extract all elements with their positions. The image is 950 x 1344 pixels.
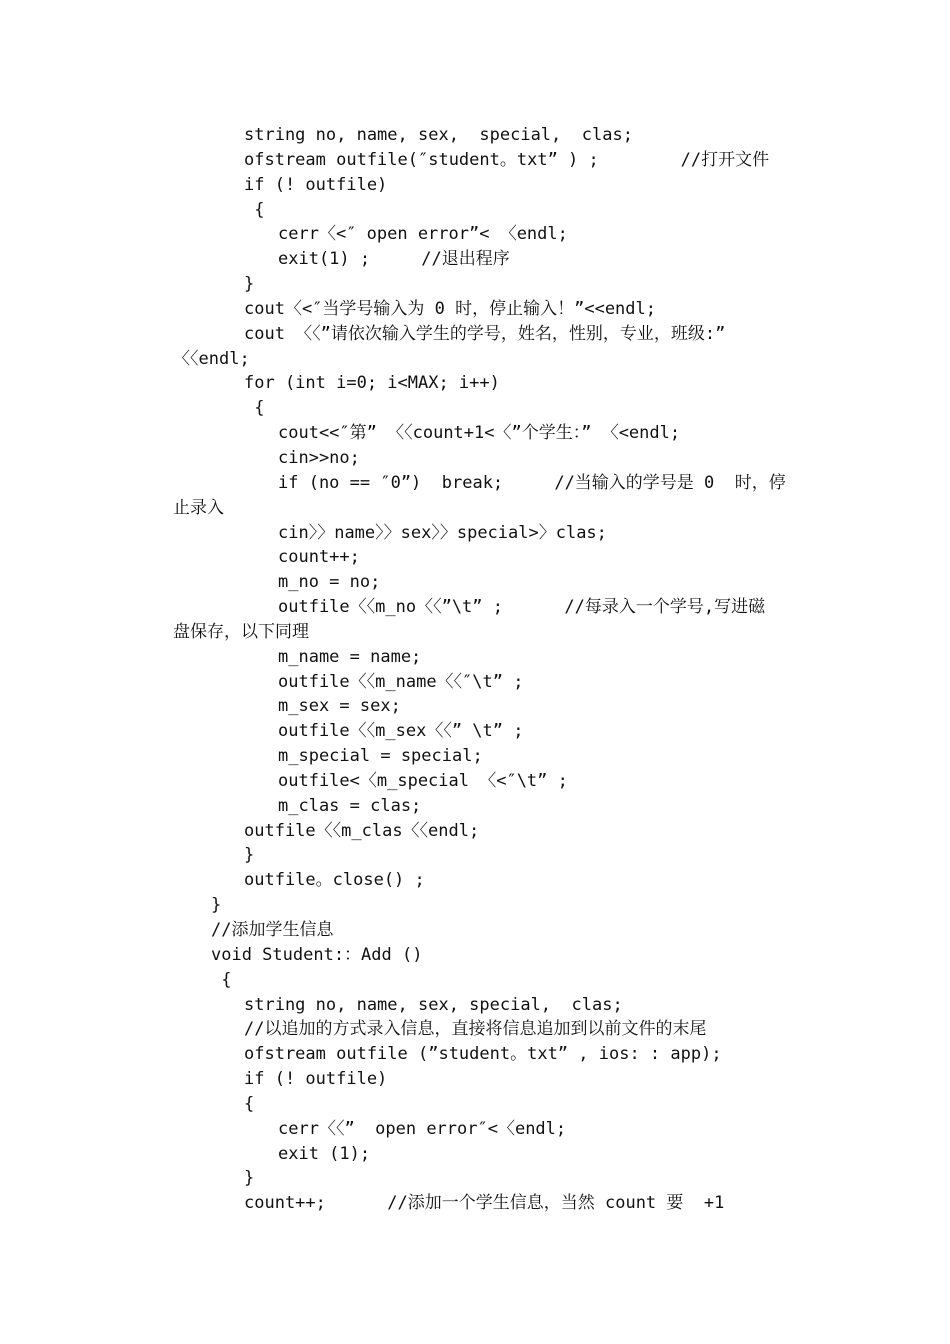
code-line: outfile〈〈m_name〈〈″\t” ;	[278, 671, 524, 692]
code-line: outfile〈〈m_no〈〈”\t” ; //每录入一个学号,写进磁	[278, 597, 766, 618]
code-line: cout 〈〈”请依次输入学生的学号，姓名，性别，专业，班级:”	[244, 323, 726, 344]
code-line: count++; //添加一个学生信息，当然 count 要 +1	[244, 1193, 725, 1214]
code-line: ofstream outfile(″student。txt” ) ; //打开文件	[244, 149, 770, 170]
code-line: void Student:：Add ()	[211, 944, 423, 965]
code-line: //以追加的方式录入信息，直接将信息追加到以前文件的末尾	[244, 1019, 707, 1040]
code-line: cin〉〉name〉〉sex〉〉special>〉clas;	[278, 522, 607, 543]
code-line: {	[211, 969, 232, 990]
code-line: cin>>no;	[278, 447, 360, 468]
code-line: string no, name, sex, special, clas;	[244, 125, 633, 145]
code-line: }	[211, 895, 222, 916]
code-line: {	[244, 398, 265, 419]
code-line: ofstream outfile (”student。txt” , ios: : app);	[244, 1044, 722, 1065]
code-line: }	[244, 274, 255, 295]
code-line: cerr〈<″ open error”< 〈endl;	[278, 224, 568, 245]
code-line: outfile〈〈m_clas〈〈endl;	[244, 820, 480, 841]
code-line: cerr〈〈” open error″<〈endl;	[278, 1118, 567, 1139]
code-line: m_special = special;	[278, 746, 483, 767]
code-line: if (! outfile)	[244, 1069, 388, 1090]
code-line: string no, name, sex, special, clas;	[244, 994, 623, 1015]
code-line: count++;	[278, 547, 360, 568]
code-line: for (int i=0; i<MAX; i++)	[244, 373, 500, 394]
code-line: outfile<〈m_special 〈<″\t” ;	[278, 770, 568, 791]
code-line: //添加学生信息	[211, 920, 334, 940]
code-line: {	[244, 1093, 255, 1114]
code-line: exit(1) ; //退出程序	[278, 249, 510, 270]
code-line: 止录入	[173, 497, 224, 518]
code-line: }	[244, 845, 255, 866]
code-line: if (no == ″0”) break; //当输入的学号是 0 时，停	[278, 472, 786, 493]
code-line: cout<<″第” 〈〈count+1<〈”个学生：” 〈<endl;	[278, 423, 681, 444]
code-line: 〈〈endl;	[173, 348, 250, 369]
code-line: m_no = no;	[278, 572, 381, 593]
code-line: outfile〈〈m_sex〈〈” \t” ;	[278, 721, 524, 742]
code-line: cout〈<″当学号输入为 0 时，停止输入！”<<endl;	[244, 298, 656, 319]
code-listing	[0, 123, 950, 1216]
code-line: m_name = name;	[278, 646, 422, 667]
code-line: m_sex = sex;	[278, 696, 401, 717]
code-line: }	[244, 1168, 255, 1189]
code-line: 盘保存，以下同理	[173, 621, 309, 642]
code-line: if (! outfile)	[244, 174, 388, 195]
code-line: m_clas = clas;	[278, 795, 422, 816]
code-line: exit (1);	[278, 1143, 371, 1164]
code-line: {	[244, 199, 265, 220]
code-line: outfile。close() ;	[244, 870, 425, 891]
